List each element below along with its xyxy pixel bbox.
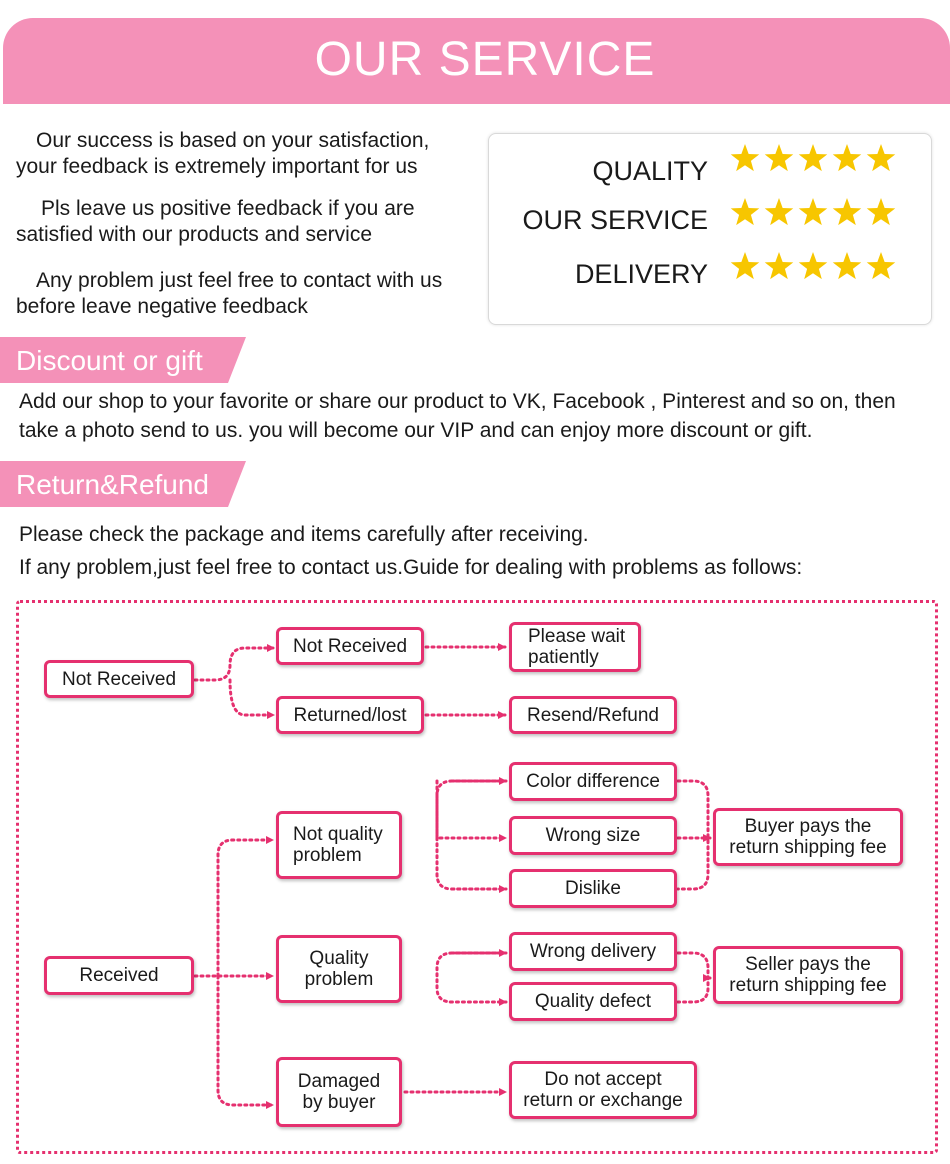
- intro-text: Any problem just feel free to contact with us: [36, 269, 443, 292]
- node-color-difference: Color difference: [509, 762, 677, 801]
- node-wrong-size: Wrong size: [509, 816, 677, 855]
- node-not-received: Not Received: [44, 660, 194, 698]
- intro-text: Pls leave us positive feedback if you are: [41, 197, 415, 220]
- rating-label-delivery: DELIVERY: [574, 259, 708, 289]
- intro-text: Our success is based on your satisfaction,: [36, 129, 430, 152]
- node-no-accept: Do not accept return or exchange: [509, 1061, 697, 1119]
- node-seller-pays: Seller pays the return shipping fee: [713, 946, 903, 1004]
- page-title: OUR SERVICE: [314, 33, 656, 86]
- intro-text: your feedback is extremely important for us: [16, 155, 418, 178]
- node-dislike: Dislike: [509, 869, 677, 908]
- node-returned-lost: Returned/lost: [276, 696, 424, 734]
- node-resend-refund: Resend/Refund: [509, 696, 677, 734]
- rating-label-quality: QUALITY: [592, 156, 708, 186]
- node-nr-not-received: Not Received: [276, 627, 424, 665]
- intro-text: before leave negative feedback: [16, 295, 308, 318]
- rating-label-service: OUR SERVICE: [522, 205, 708, 235]
- node-quality-problem: Quality problem: [276, 935, 402, 1003]
- refund-heading: Return&Refund: [16, 469, 210, 500]
- refund-line: Please check the package and items carefully after receiving.: [19, 523, 589, 546]
- refund-line: If any problem,just feel free to contact us.Guide for dealing with problems as follows:: [19, 556, 803, 579]
- node-damaged-by-buyer: Damaged by buyer: [276, 1057, 402, 1127]
- discount-heading: Discount or gift: [16, 345, 203, 376]
- node-quality-defect: Quality defect: [509, 982, 677, 1021]
- node-wrong-delivery: Wrong delivery: [509, 932, 677, 971]
- discount-line: Add our shop to your favorite or share our product to VK, Facebook , Pinterest and so on, then: [19, 390, 896, 413]
- node-buyer-pays: Buyer pays the return shipping fee: [713, 808, 903, 866]
- node-not-quality-problem: Not quality problem: [276, 811, 402, 879]
- discount-line: take a photo send to us. you will become our VIP and can enjoy more discount or gift.: [19, 419, 813, 442]
- intro-text: satisfied with our products and service: [16, 223, 373, 246]
- node-please-wait: Please wait patiently: [509, 622, 641, 672]
- node-received: Received: [44, 956, 194, 995]
